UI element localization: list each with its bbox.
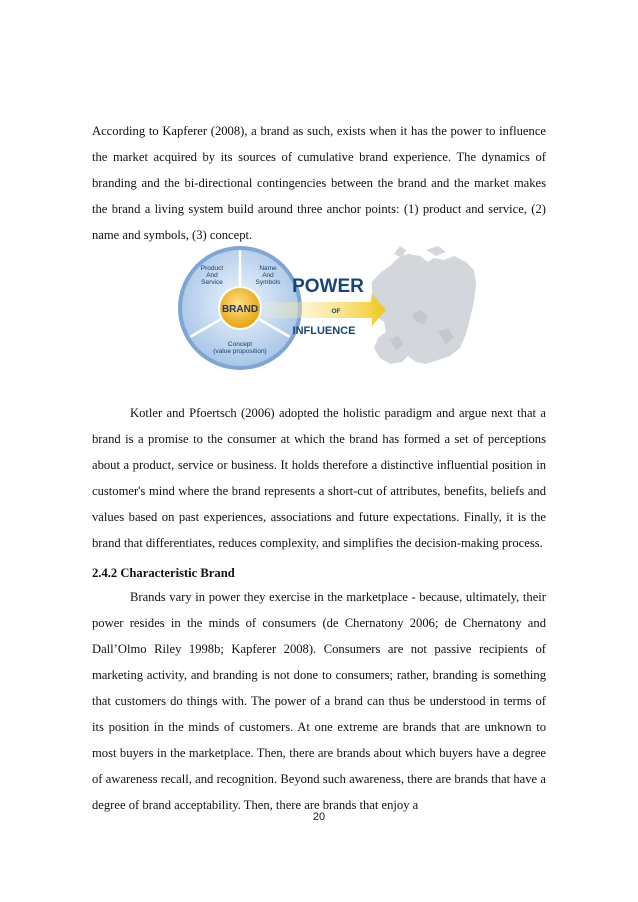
paragraph-brand-power: Brands vary in power they exercise in the marketplace - because, ultimately, their power resides in the minds of consumers (de Chernatony 2006; de Chernatony and Dall’Olmo Riley 1998b; Kapferer 2008). Consumers are not passive recipients of marketing activity, and branding is not done to consumers; rather, branding is something that customers do things with. The power of a brand can thus be understood in terms of its position in the minds of customers. At one extreme are brands that are unknown to most buyers in the marketplace. Then, there are brands about which buyers have a degree of awareness recall, and recognition. Beyond such awareness, there are brands that have a degree of brand acceptability. Then, there are brands that enjoy a xyxy=(92,590,546,812)
segment-name-label-3: Symbols xyxy=(255,279,281,286)
paragraph-kapferer: According to Kapferer (2008), a brand as such, exists when it has the power to influence the market acquired by its sources of cumulative brand experience. The dynamics of branding and the bi-directional contingencies between the brand and the market makes the brand a living system build around three anchor points: (1) product and service, (2) name and symbols, (3) concept. xyxy=(92,124,546,242)
power-title: POWER xyxy=(292,276,364,297)
segment-name-label-2: And xyxy=(262,272,274,279)
segment-concept-label-1: Concept xyxy=(227,341,253,348)
segment-product-label-1: Product xyxy=(200,265,224,272)
segment-product-label-2: And xyxy=(206,272,218,279)
europe-map xyxy=(370,246,476,364)
page-number: 20 xyxy=(312,811,326,823)
brand-center-label: BRAND xyxy=(221,304,259,315)
influence-title: INFLUENCE xyxy=(292,325,356,337)
segment-name-label-1: Name xyxy=(259,265,277,272)
paragraph-kotler: Kotler and Pfoertsch (2006) adopted the holistic paradigm and argue next that a brand is a promise to the consumer at which the brand has formed a set of perceptions about a product, service or business. It holds therefore a distinctive influential position in customer's mind where the brand represents a short-cut of attributes, benefits, beliefs and values based on past experiences, associations and future expectations. Finally, it is the brand that differentiates, reduces complexity, and simplifies the decision-making process. xyxy=(92,406,546,550)
brand-power-of-influence-figure xyxy=(176,244,476,372)
section-heading: 2.4.2 Characteristic Brand xyxy=(92,566,235,580)
segment-product-label-3: Service xyxy=(201,279,223,286)
segment-concept-label-2: (value proposition) xyxy=(213,348,267,355)
of-label: OF xyxy=(331,308,341,315)
